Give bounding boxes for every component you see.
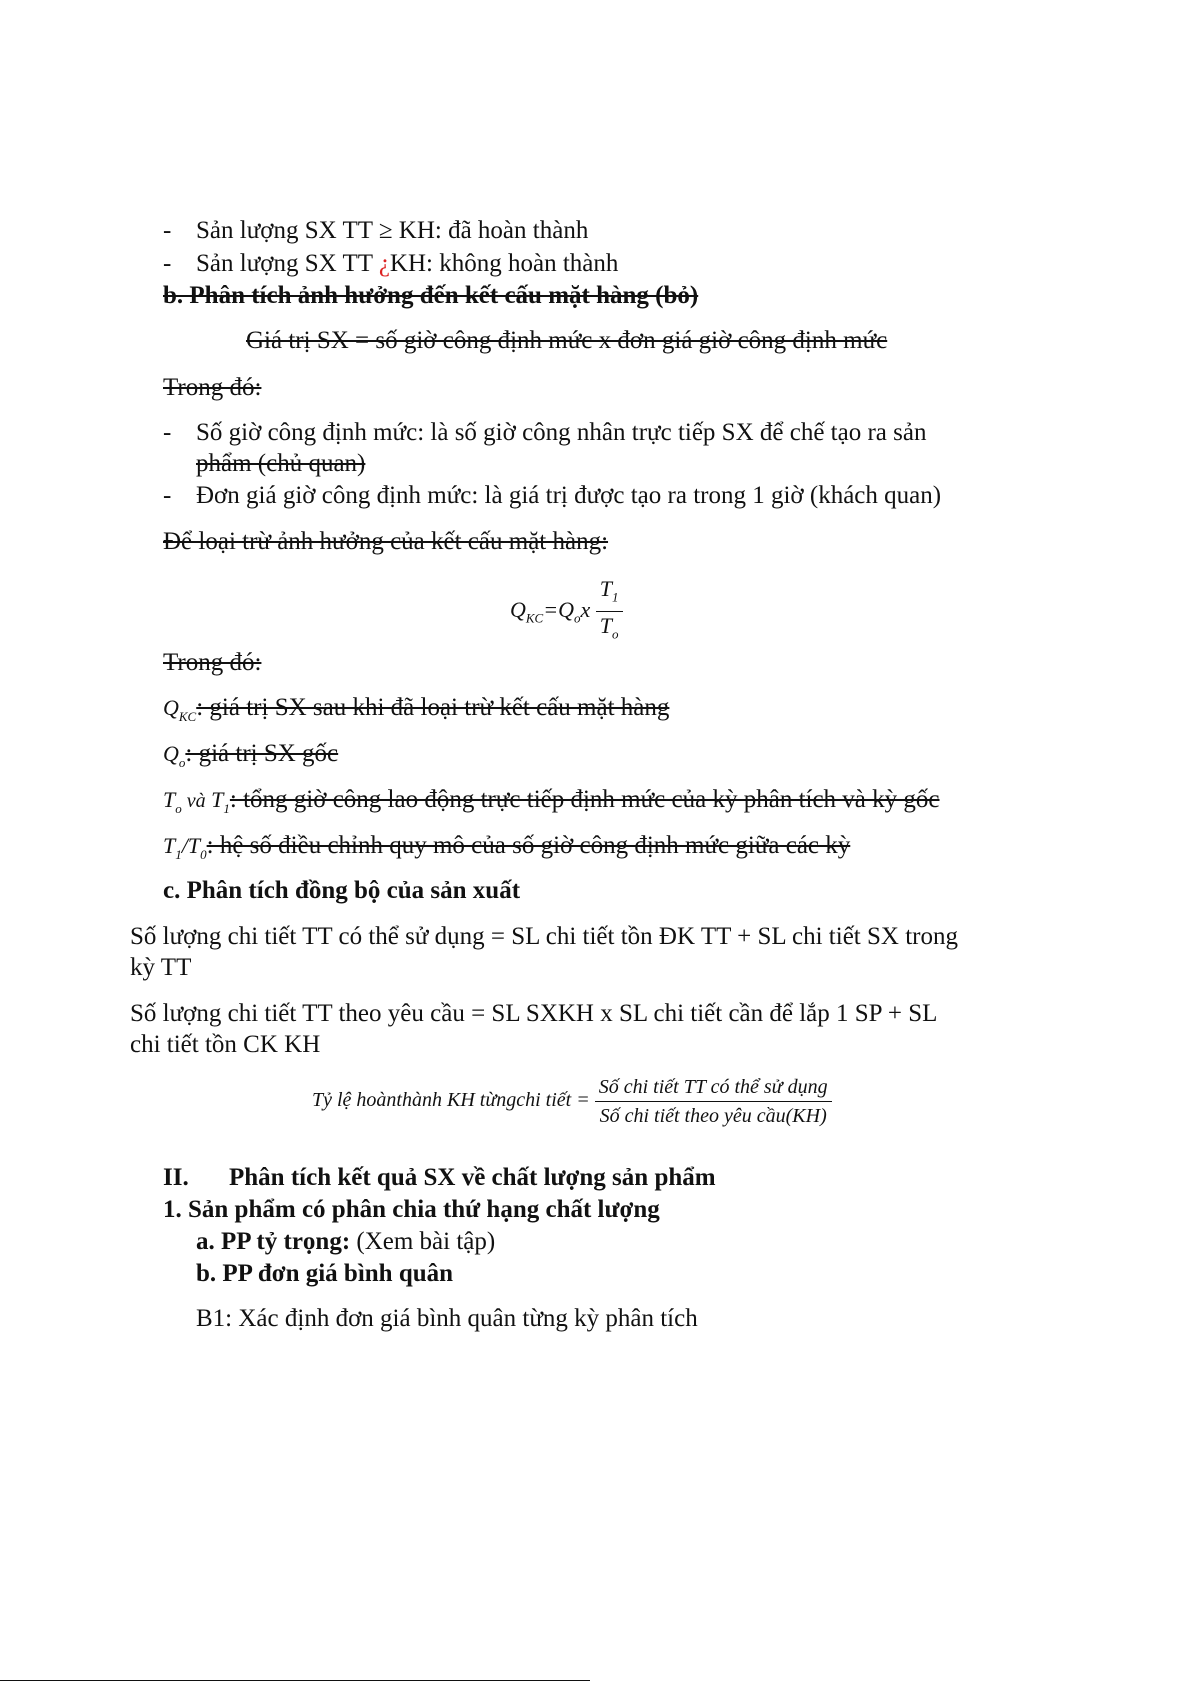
subsection-heading: a. PP tỷ trọng:	[196, 1228, 351, 1255]
math-symbol: T	[187, 833, 201, 858]
fraction-denominator: Số chi tiết theo yêu cầu(KH)	[599, 1104, 827, 1127]
section-heading-b: b. Phân tích ảnh hưởng đến kết cấu mặt hàng (bỏ)	[163, 282, 699, 309]
bullet-dash: -	[163, 217, 172, 244]
paragraph-line: Số lượng chi tiết TT có thể sử dụng = SL chi tiết tồn ĐK TT + SL chi tiết SX trong	[130, 923, 958, 950]
math-subscript: o	[573, 610, 581, 626]
step-b1: B1: Xác định đơn giá bình quân từng kỳ phân tích	[196, 1305, 698, 1332]
math-symbol: Q	[510, 596, 526, 622]
paragraph-line: Số lượng chi tiết TT theo yêu cầu = SL SXKH x SL chi tiết cần để lắp 1 SP + SL	[130, 1000, 938, 1027]
math-symbol: =	[576, 1089, 590, 1111]
footer-divider	[0, 1680, 590, 1681]
bullet-dash: -	[163, 250, 172, 277]
bullet-dash: -	[163, 482, 209, 509]
math-word: và	[186, 790, 206, 812]
math-symbol: =	[543, 596, 559, 622]
math-subscript: o	[612, 626, 619, 642]
text-line	[196, 249, 618, 279]
math-subscript: 1	[175, 847, 182, 862]
formula-lhs: Tỷ lệ hoànthành KH từngchi tiết	[312, 1089, 572, 1111]
math-symbol: Q	[163, 741, 179, 766]
math-subscript: 0	[200, 847, 207, 862]
fraction-numerator: Số chi tiết TT có thể sử dụng	[595, 1073, 832, 1102]
formula-completion-ratio	[312, 1070, 832, 1130]
math-symbol: T	[599, 613, 612, 639]
math-subscript: 1	[223, 801, 230, 816]
math-symbol: T	[163, 833, 176, 858]
formula-qkc	[510, 575, 623, 649]
text-line: Đơn giá giờ công định mức: là giá trị được tạo ra trong 1 giờ (khách quan)	[196, 482, 942, 509]
section-heading-1: 1. Sản phẩm có phân chia thứ hạng chất lượng	[163, 1196, 660, 1223]
subsection-a	[196, 1227, 495, 1257]
math-subscript: o	[178, 755, 186, 770]
definition-text: : giá trị SX gốc	[185, 740, 339, 767]
paragraph-line: kỳ TT	[130, 954, 192, 981]
math-symbol: T	[163, 787, 176, 812]
fraction-denominator	[596, 612, 623, 648]
math-symbol: x	[580, 596, 591, 622]
section-heading-c: c. Phân tích đồng bộ của sản xuất	[163, 877, 521, 904]
text-line: phẩm (chủ quan)	[196, 450, 366, 477]
text-line: Số giờ công định mức: là số giờ công nhân trực tiếp SX để chế tạo ra sản	[196, 419, 927, 446]
section-number-ii: II.	[163, 1164, 189, 1191]
bullet-dash: -	[163, 419, 209, 446]
math-symbol: Q	[163, 695, 179, 720]
definition-qkc	[163, 693, 669, 732]
definition-qo	[163, 739, 338, 778]
fraction	[595, 1073, 832, 1130]
label-trong-do: Trong đó:	[163, 649, 262, 676]
text-fragment: Sản lượng SX TT	[196, 250, 379, 277]
text-fragment: KH: không hoàn thành	[389, 250, 619, 277]
definition-text: : hệ số điều chỉnh quy mô của số giờ công định mức giữa các kỳ	[206, 832, 851, 859]
math-subscript: KC	[178, 709, 197, 724]
fraction-numerator	[596, 575, 623, 612]
missing-symbol-glyph: ¿	[378, 250, 390, 277]
math-symbol: Q	[558, 596, 574, 622]
formula-line: Giá trị SX = số giờ công định mức x đơn giá giờ công định mức	[246, 327, 888, 354]
math-subscript: 1	[612, 589, 619, 605]
label-trong-do: Trong đó:	[163, 374, 262, 401]
math-subscript: KC	[525, 610, 544, 626]
math-subscript: o	[175, 801, 182, 816]
definition-t	[163, 785, 940, 824]
math-symbol: T	[599, 576, 612, 601]
label-de-loai-tru: Để loại trừ ảnh hưởng của kết cấu mặt hàng:	[163, 528, 609, 555]
paragraph-line: chi tiết tồn CK KH	[130, 1031, 321, 1058]
math-symbol: T	[211, 787, 224, 812]
definition-text: : tổng giờ công lao động trực tiếp định mức của kỳ phân tích và kỳ gốc	[229, 786, 940, 813]
fraction	[596, 575, 623, 649]
math-symbol: /	[181, 833, 188, 858]
definition-ratio	[163, 831, 850, 870]
section-heading-ii: Phân tích kết quả SX về chất lượng sản phẩm	[229, 1164, 716, 1191]
subsection-note: (Xem bài tập)	[350, 1228, 496, 1255]
subsection-b: b. PP đơn giá bình quân	[196, 1260, 454, 1287]
definition-text: : giá trị SX sau khi đã loại trừ kết cấu mặt hàng	[196, 694, 670, 721]
text-line: Sản lượng SX TT ≥ KH: đã hoàn thành	[196, 217, 589, 244]
